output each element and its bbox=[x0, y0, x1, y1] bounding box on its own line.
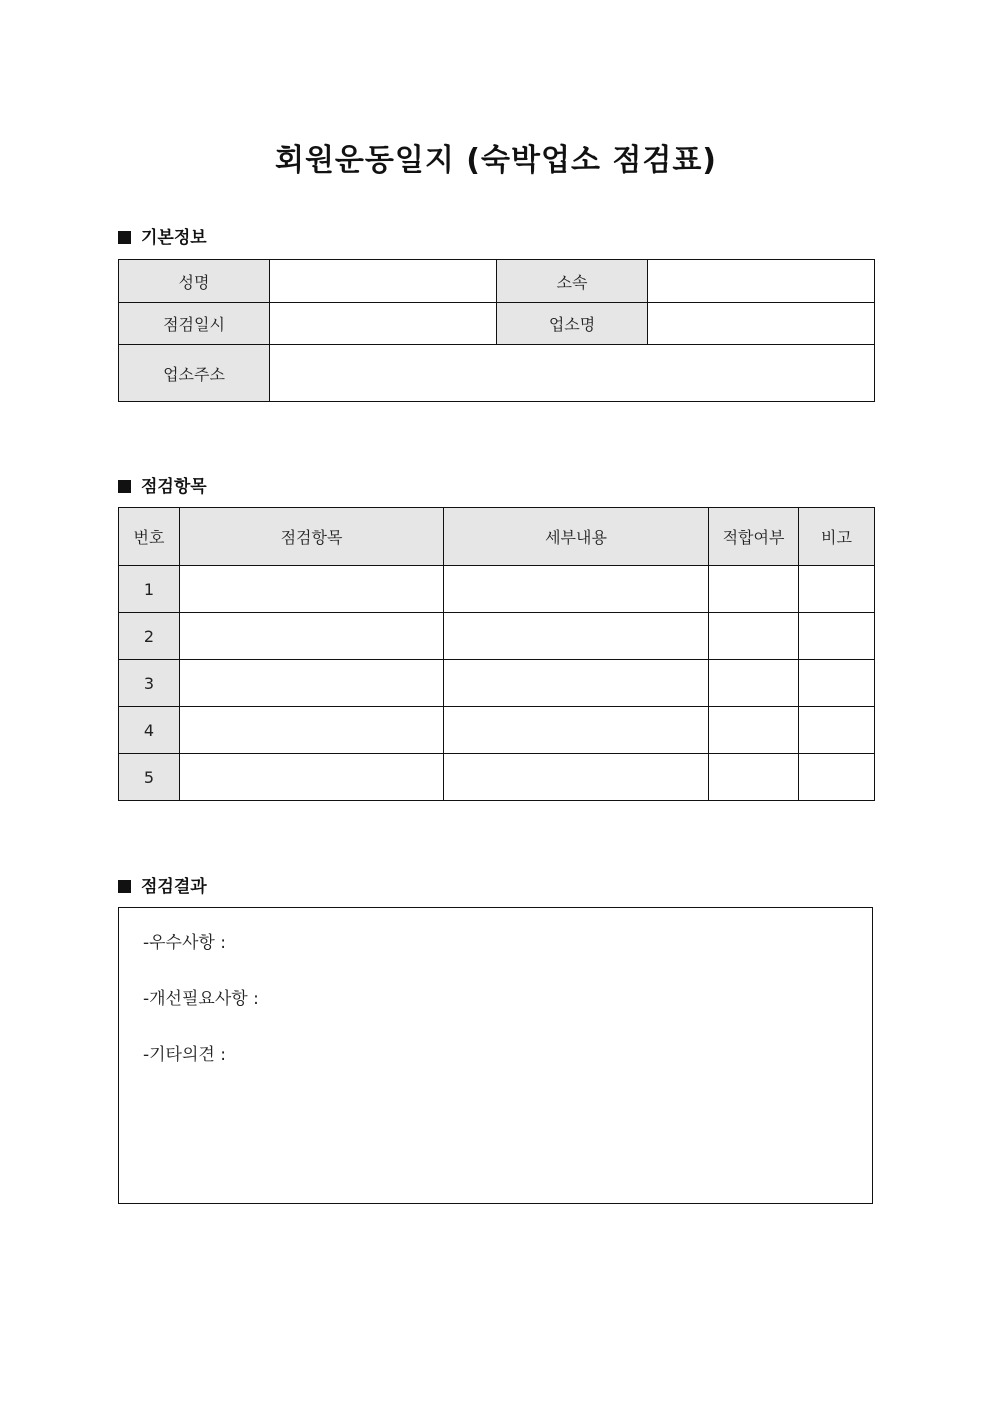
item-cell[interactable] bbox=[180, 613, 444, 660]
table-row bbox=[119, 613, 875, 660]
conformity-cell[interactable] bbox=[709, 707, 799, 754]
conformity-cell[interactable] bbox=[709, 754, 799, 801]
label-business-address: 업소주소 bbox=[119, 345, 270, 402]
detail-cell[interactable] bbox=[444, 613, 709, 660]
detail-cell[interactable] bbox=[444, 754, 709, 801]
business-address-field[interactable] bbox=[270, 345, 875, 402]
row-number: 2 bbox=[119, 613, 180, 660]
detail-cell[interactable] bbox=[444, 707, 709, 754]
section-heading-text: 점검항목 bbox=[141, 477, 207, 497]
remark-cell[interactable] bbox=[799, 566, 875, 613]
section-heading-text: 점검결과 bbox=[141, 877, 207, 897]
item-cell[interactable] bbox=[180, 660, 444, 707]
detail-cell[interactable] bbox=[444, 660, 709, 707]
remark-cell[interactable] bbox=[799, 707, 875, 754]
item-cell[interactable] bbox=[180, 754, 444, 801]
result-line-other-opinions: -기타의견 : bbox=[143, 1045, 226, 1065]
section-heading-results bbox=[118, 872, 207, 897]
row-number: 1 bbox=[119, 566, 180, 613]
column-header-number: 번호 bbox=[119, 508, 180, 566]
row-number: 5 bbox=[119, 754, 180, 801]
affiliation-field[interactable] bbox=[648, 260, 875, 303]
label-affiliation: 소속 bbox=[497, 260, 648, 303]
column-header-remark: 비고 bbox=[799, 508, 875, 566]
result-line-improvement: -개선필요사항 : bbox=[143, 989, 259, 1009]
table-row bbox=[119, 754, 875, 801]
remark-cell[interactable] bbox=[799, 754, 875, 801]
column-header-item: 점검항목 bbox=[180, 508, 444, 566]
conformity-cell[interactable] bbox=[709, 566, 799, 613]
table-row bbox=[119, 566, 875, 613]
square-bullet-icon bbox=[118, 480, 131, 493]
basic-info-table bbox=[118, 259, 875, 402]
section-heading-basic-info bbox=[118, 223, 207, 248]
conformity-cell[interactable] bbox=[709, 613, 799, 660]
item-cell[interactable] bbox=[180, 707, 444, 754]
item-cell[interactable] bbox=[180, 566, 444, 613]
square-bullet-icon bbox=[118, 880, 131, 893]
results-box[interactable] bbox=[118, 907, 873, 1204]
business-name-field[interactable] bbox=[648, 303, 875, 345]
remark-cell[interactable] bbox=[799, 613, 875, 660]
row-number: 3 bbox=[119, 660, 180, 707]
square-bullet-icon bbox=[118, 231, 131, 244]
label-name: 성명 bbox=[119, 260, 270, 303]
document-title: 회원운동일지 (숙박업소 점검표) bbox=[274, 143, 718, 178]
name-field[interactable] bbox=[270, 260, 497, 303]
section-heading-inspection-items bbox=[118, 472, 207, 497]
section-heading-text: 기본정보 bbox=[141, 228, 207, 248]
label-business-name: 업소명 bbox=[497, 303, 648, 345]
result-line-excellent: -우수사항 : bbox=[143, 933, 226, 953]
table-row bbox=[119, 707, 875, 754]
conformity-cell[interactable] bbox=[709, 660, 799, 707]
column-header-detail: 세부내용 bbox=[444, 508, 709, 566]
column-header-conformity: 적합여부 bbox=[709, 508, 799, 566]
remark-cell[interactable] bbox=[799, 660, 875, 707]
inspection-items-table bbox=[118, 507, 875, 801]
table-row bbox=[119, 660, 875, 707]
inspection-datetime-field[interactable] bbox=[270, 303, 497, 345]
label-inspection-datetime: 점검일시 bbox=[119, 303, 270, 345]
detail-cell[interactable] bbox=[444, 566, 709, 613]
row-number: 4 bbox=[119, 707, 180, 754]
